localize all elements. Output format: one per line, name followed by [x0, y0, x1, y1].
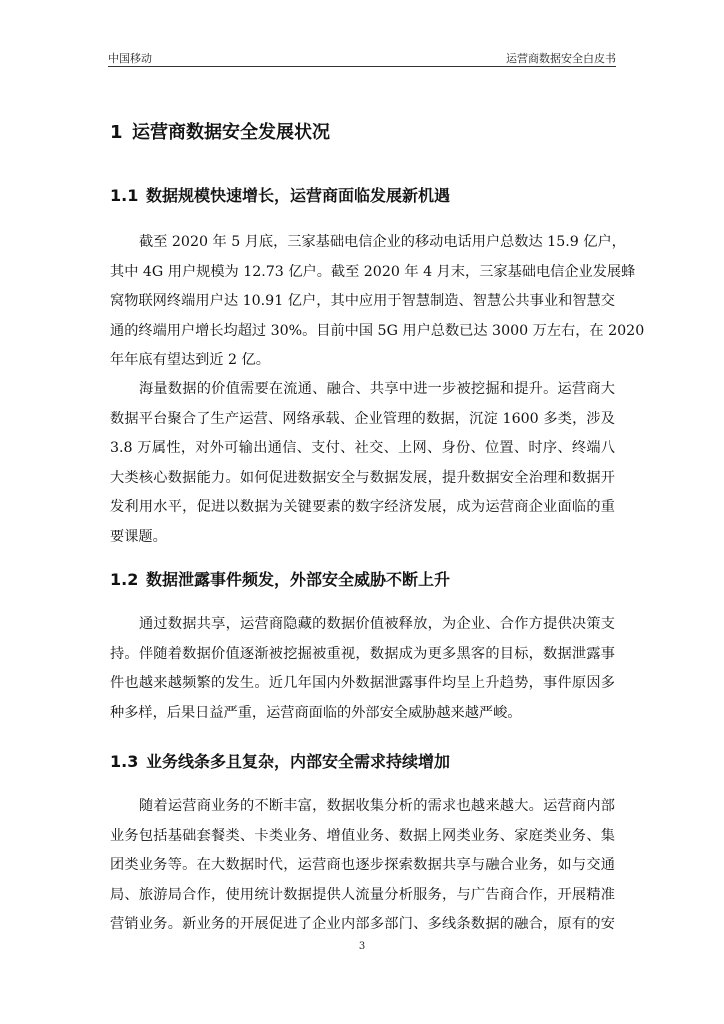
text-line: 持。伴随着数据价值逐渐被挖掘被重视，数据成为更多黑客的目标，数据泄露事 [110, 645, 615, 662]
text-line: 随着运营商业务的不断丰富，数据收集分析的需求也越来越大。运营商内部 [139, 798, 615, 814]
header-doc-title: 运营商数据安全白皮书 [506, 52, 616, 65]
section-title: 业务线条多且复杂，内部安全需求持续增加 [146, 752, 451, 771]
section-1-heading [110, 118, 330, 144]
paragraph-1-3 [110, 792, 615, 940]
section-title: 数据泄露事件频发，外部安全威胁不断上升 [146, 570, 451, 589]
text-line: 种多样，后果日益严重，运营商面临的外部安全威胁越来越严峻。 [110, 704, 522, 721]
text-line: 大类核心数据能力。如何促进数据安全与数据发展，提升数据安全治理和数据开 [110, 469, 615, 486]
text-line: 海量数据的价值需要在流通、融合、共享中进一步被挖掘和提升。运营商大 [139, 381, 615, 397]
text-line: 发利用水平，促进以数据为关键要素的数字经济发展，成为运营商企业面临的重 [110, 499, 615, 515]
header-divider [108, 66, 616, 67]
text-line: 3.8 万属性，对外可输出通信、支付、社交、上网、身份、位置、时序、终端八 [110, 440, 615, 456]
text-line: 年年底有望达到近 2 亿。 [110, 352, 270, 368]
page-header [108, 44, 616, 64]
section-number: 1 [110, 122, 123, 143]
paragraph-1-1-a [110, 228, 645, 376]
header-org: 中国移动 [108, 52, 152, 65]
paragraph-1-2 [110, 610, 615, 728]
section-number: 1.1 [110, 186, 139, 205]
text-line: 营销业务。新业务的开展促进了企业内部多部门、多线条数据的融合，原有的安 [110, 916, 615, 932]
section-number: 1.2 [110, 570, 139, 589]
section-1-1-heading [110, 183, 450, 206]
text-line: 通的终端用户增长均超过 30%。目前中国 5G 用户总数已达 3000 万左右，在 2020 [110, 322, 645, 339]
text-line: 数据平台聚合了生产运营、网络承载、企业管理的数据，沉淀 1600 多类，涉及 [110, 410, 615, 427]
text-line: 团类业务等。在大数据时代，运营商也逐步探索数据共享与融合业务，如与交通 [110, 857, 615, 873]
section-1-3-heading [110, 749, 450, 772]
text-line: 要课题。 [110, 528, 167, 545]
paragraph-1-1-b [110, 375, 615, 552]
text-line: 件也越来越频繁的发生。近几年国内外数据泄露事件均呈上升趋势，事件原因多 [110, 675, 615, 691]
section-number: 1.3 [110, 752, 139, 771]
section-1-2-heading [110, 567, 450, 590]
section-title: 运营商数据安全发展状况 [132, 122, 330, 143]
text-line: 业务包括基础套餐类、卡类业务、增值业务、数据上网类业务、家庭类业务、集 [110, 827, 615, 844]
text-line: 窝物联网终端用户达 10.91 亿户，其中应用于智慧制造、智慧公共事业和智慧交 [110, 293, 615, 309]
section-title: 数据规模快速增长，运营商面临发展新机遇 [146, 186, 451, 205]
text-line: 截至 2020 年 5 月底，三家基础电信企业的移动电话用户总数达 15.9 亿户， [139, 234, 626, 250]
page-number: 3 [358, 941, 366, 952]
text-line: 通过数据共享，运营商隐藏的数据价值被释放，为企业、合作方提供决策支 [139, 616, 615, 632]
text-line: 其中 4G 用户规模为 12.73 亿户。截至 2020 年 4 月末，三家基础电信企业发展蜂 [110, 263, 636, 280]
text-line: 局、旅游局合作，使用统计数据提供人流量分析服务，与广告商合作，开展精准 [110, 886, 615, 903]
